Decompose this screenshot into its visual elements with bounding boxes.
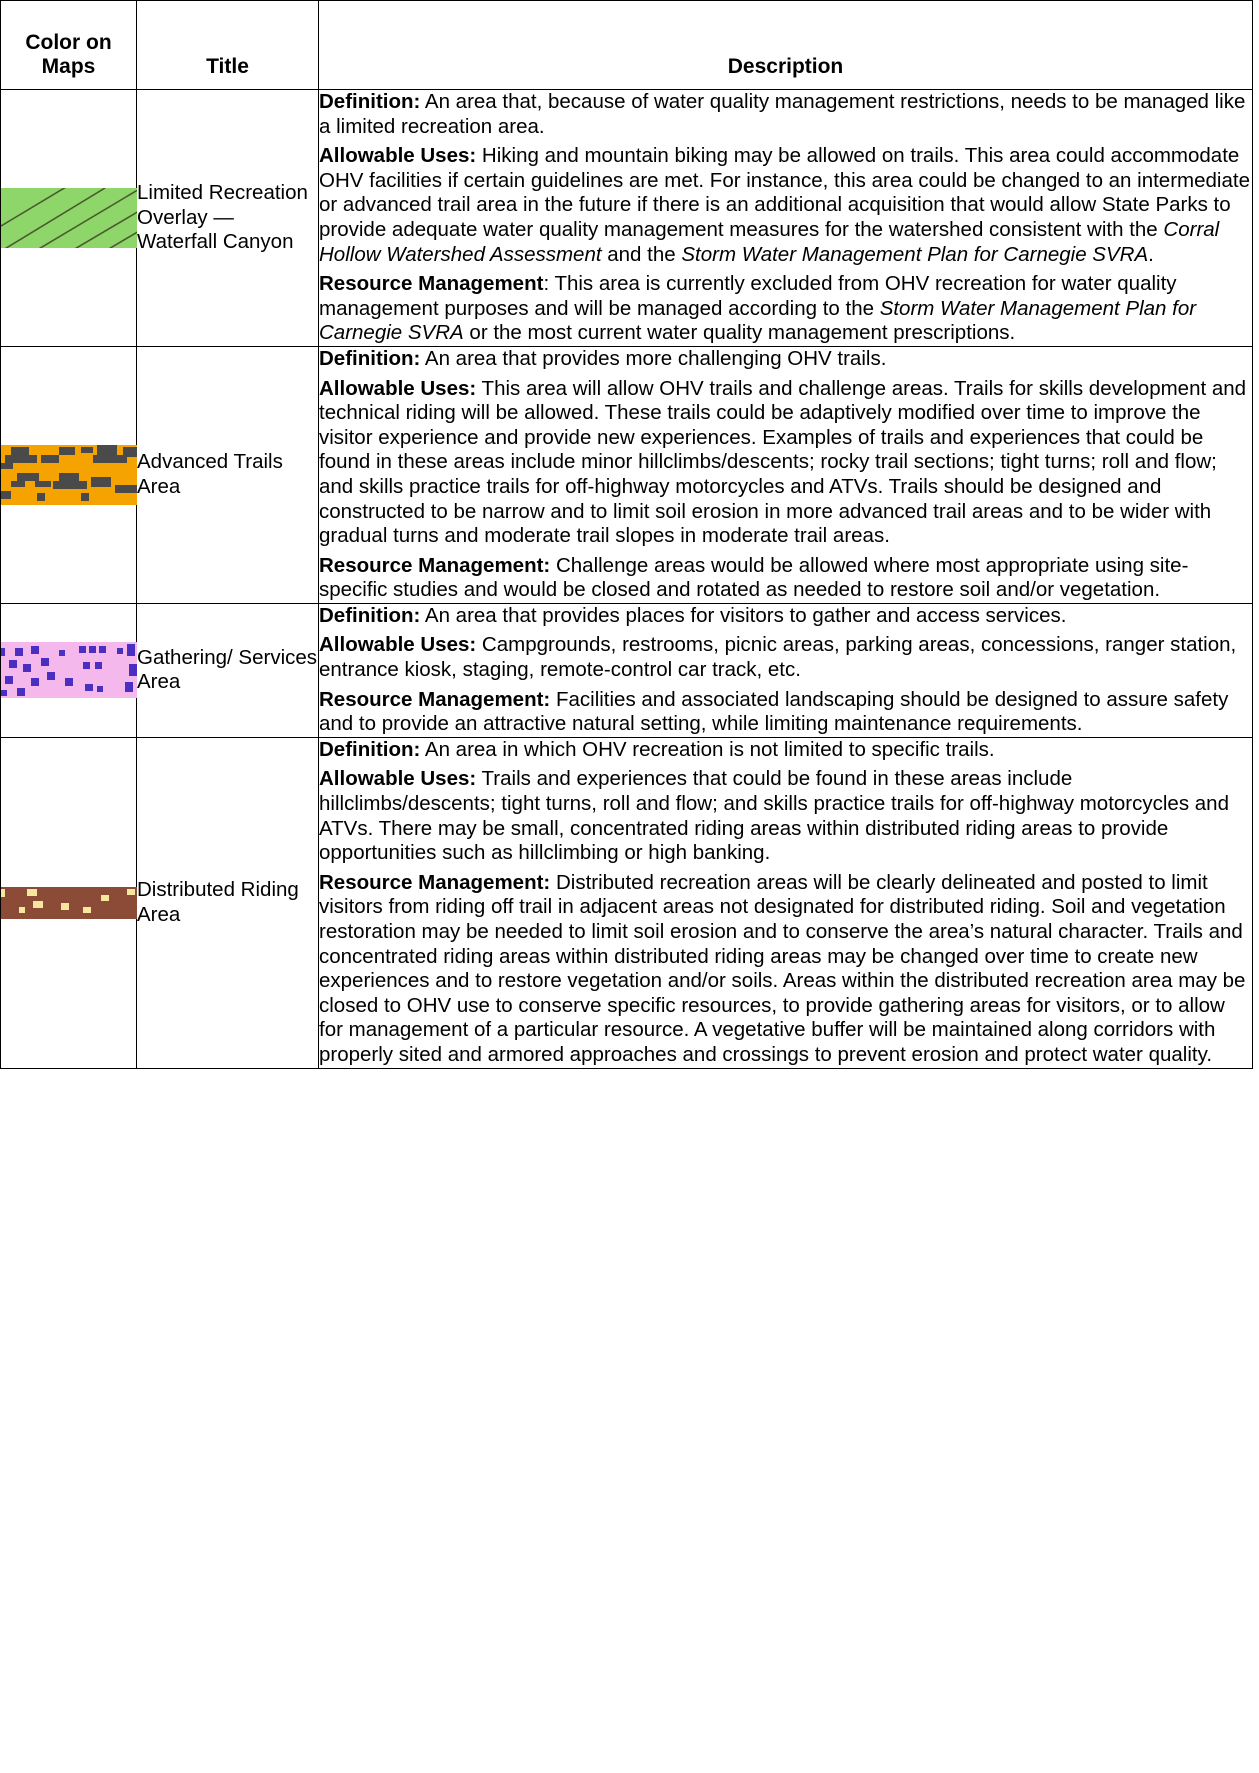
definition-paragraph — [319, 347, 1252, 372]
allowable-uses-paragraph — [319, 377, 1252, 549]
row-description — [319, 603, 1253, 737]
definition-text: An area that provides places for visitors to gather and access services. — [420, 603, 1067, 627]
definition-label: Definition: — [319, 90, 421, 113]
definition-paragraph — [319, 604, 1252, 629]
allowable-uses-text: and the — [601, 242, 682, 266]
allowable-uses-label: Allowable Uses: — [319, 767, 477, 791]
resource-management-text: or the most current water quality management prescriptions. — [463, 321, 1016, 345]
resource-management-label: Resource Management: — [319, 553, 551, 577]
row-title: Advanced Trails Area — [137, 346, 319, 603]
allowable-uses-paragraph — [319, 767, 1252, 865]
allowable-uses-label: Allowable Uses: — [319, 376, 477, 400]
table-row-limited-recreation — [1, 90, 1253, 347]
resource-management-label: Resource Management: — [319, 870, 551, 894]
table-header-row — [1, 1, 1253, 90]
allowable-uses-label: Allowable Uses: — [319, 144, 477, 168]
row-description — [319, 90, 1253, 347]
brown-dash-swatch-icon — [1, 887, 137, 919]
document-title-reference: Storm Water Management Plan for Carnegie SVRA — [319, 296, 1197, 345]
row-title: Limited Recreation Overlay — Waterfall Canyon — [137, 90, 319, 347]
swatch-cell — [1, 90, 137, 347]
green-hatch-swatch-icon — [1, 188, 137, 248]
resource-management-paragraph — [319, 272, 1252, 346]
document-title-reference: Corral Hollow Watershed Assessment — [319, 217, 1220, 266]
resource-management-text: : This area is currently excluded from OHV recreation for water quality management purposes and will be managed according to the — [319, 272, 1177, 320]
row-title: Distributed Riding Area — [137, 737, 319, 1068]
table-row-gathering-services — [1, 603, 1253, 737]
resource-management-paragraph — [319, 871, 1252, 1068]
allowable-uses-text: . — [1148, 242, 1154, 266]
resource-management-text: Distributed recreation areas will be clearly delineated and posted to limit visitors from riding off trail in adjacent areas not designated for distributed riding. Soil and vegetation restoration may be needed to limit soil erosion and to conserve the area’s natural character. Trails and concentrated riding areas within distributed riding areas may be changed over time to create new experiences and to restore vegetation and/or soils. Areas within the distributed recreation area may be closed to OHV use to conserve specific resources, to provide gathering areas for visitors, or to allow for management of a particular resource. A vegetative buffer will be maintained along corridors with properly sited and armored approaches and crossings to prevent erosion and protect water quality. — [319, 870, 1246, 1066]
definition-text: An area that, because of water quality management restrictions, needs to be managed like a limited recreation area. — [319, 90, 1246, 138]
allowable-uses-text: Campgrounds, restrooms, picnic areas, parking areas, concessions, ranger station, entrance kiosk, staging, remote-control car track, etc. — [319, 633, 1237, 682]
definition-text: An area in which OHV recreation is not limited to specific trails. — [420, 737, 995, 761]
document-title-reference: Storm Water Management Plan for Carnegie SVRA — [681, 242, 1149, 266]
allowable-uses-text: This area will allow OHV trails and challenge areas. Trails for skills development and technical riding will be allowed. These trails could be adaptively modified over time to improve the visitor experience and provide new experiences. Examples of trails and experiences that could be found in these areas include minor hillclimbs/descents; rocky trail sections; tight turns; roll and flow; and skills practice trails for off-highway motorcycles and ATVs. Trails should be designed and constructed to be narrow and to limit soil erosion in more advanced trail areas and to be wider with gradual turns and moderate trail slopes in moderate trail areas. — [319, 376, 1247, 548]
resource-management-paragraph — [319, 554, 1252, 603]
table-row-advanced-trails — [1, 346, 1253, 603]
resource-management-text: Facilities and associated landscaping should be designed to assure safety and to provide an attractive natural setting, while limiting maintenance requirements. — [319, 687, 1229, 736]
row-description — [319, 346, 1253, 603]
definition-label: Definition: — [319, 603, 421, 627]
header-description: Description — [319, 1, 1253, 90]
definition-label: Definition: — [319, 346, 421, 370]
orange-block-swatch-icon — [1, 445, 137, 505]
resource-management-text: Challenge areas would be allowed where most appropriate using site-specific studies and would be closed and rotated as needed to restore soil and/or vegetation. — [319, 553, 1189, 602]
row-description — [319, 737, 1253, 1068]
definition-paragraph — [319, 738, 1252, 763]
allowable-uses-text: Hiking and mountain biking may be allowed on trails. This area could accommodate OHV facilities if certain guidelines are met. For instance, this area could be changed to an intermediate or advanced trail area in the future if there is an additional acquisition that would allow State Parks to provide adequate water quality management measures for the watershed consistent with the — [319, 144, 1250, 241]
resource-management-label: Resource Management — [319, 272, 544, 296]
swatch-cell — [1, 346, 137, 603]
definition-label: Definition: — [319, 737, 421, 761]
allowable-uses-paragraph — [319, 633, 1252, 682]
swatch-cell — [1, 737, 137, 1068]
resource-management-paragraph — [319, 688, 1252, 737]
row-title: Gathering/ Services Area — [137, 603, 319, 737]
allowable-uses-paragraph — [319, 144, 1252, 267]
resource-management-label: Resource Management: — [319, 687, 551, 711]
definition-text: An area that provides more challenging OHV trails. — [420, 346, 887, 370]
header-title: Title — [137, 1, 319, 90]
swatch-cell — [1, 603, 137, 737]
allowable-uses-text: Trails and experiences that could be found in these areas include hillclimbs/descents; tight turns, roll and flow; and skills practice trails for off-highway motorcycles and ATVs. There may be small, concentrated riding areas within distributed riding areas to provide opportunities such as hillclimbing or high banking. — [319, 767, 1229, 865]
allowable-uses-label: Allowable Uses: — [319, 633, 477, 657]
pink-square-swatch-icon — [1, 642, 137, 698]
definition-paragraph — [319, 90, 1252, 139]
table-row-distributed-riding — [1, 737, 1253, 1068]
header-color-on-maps: Color on Maps — [1, 1, 137, 90]
